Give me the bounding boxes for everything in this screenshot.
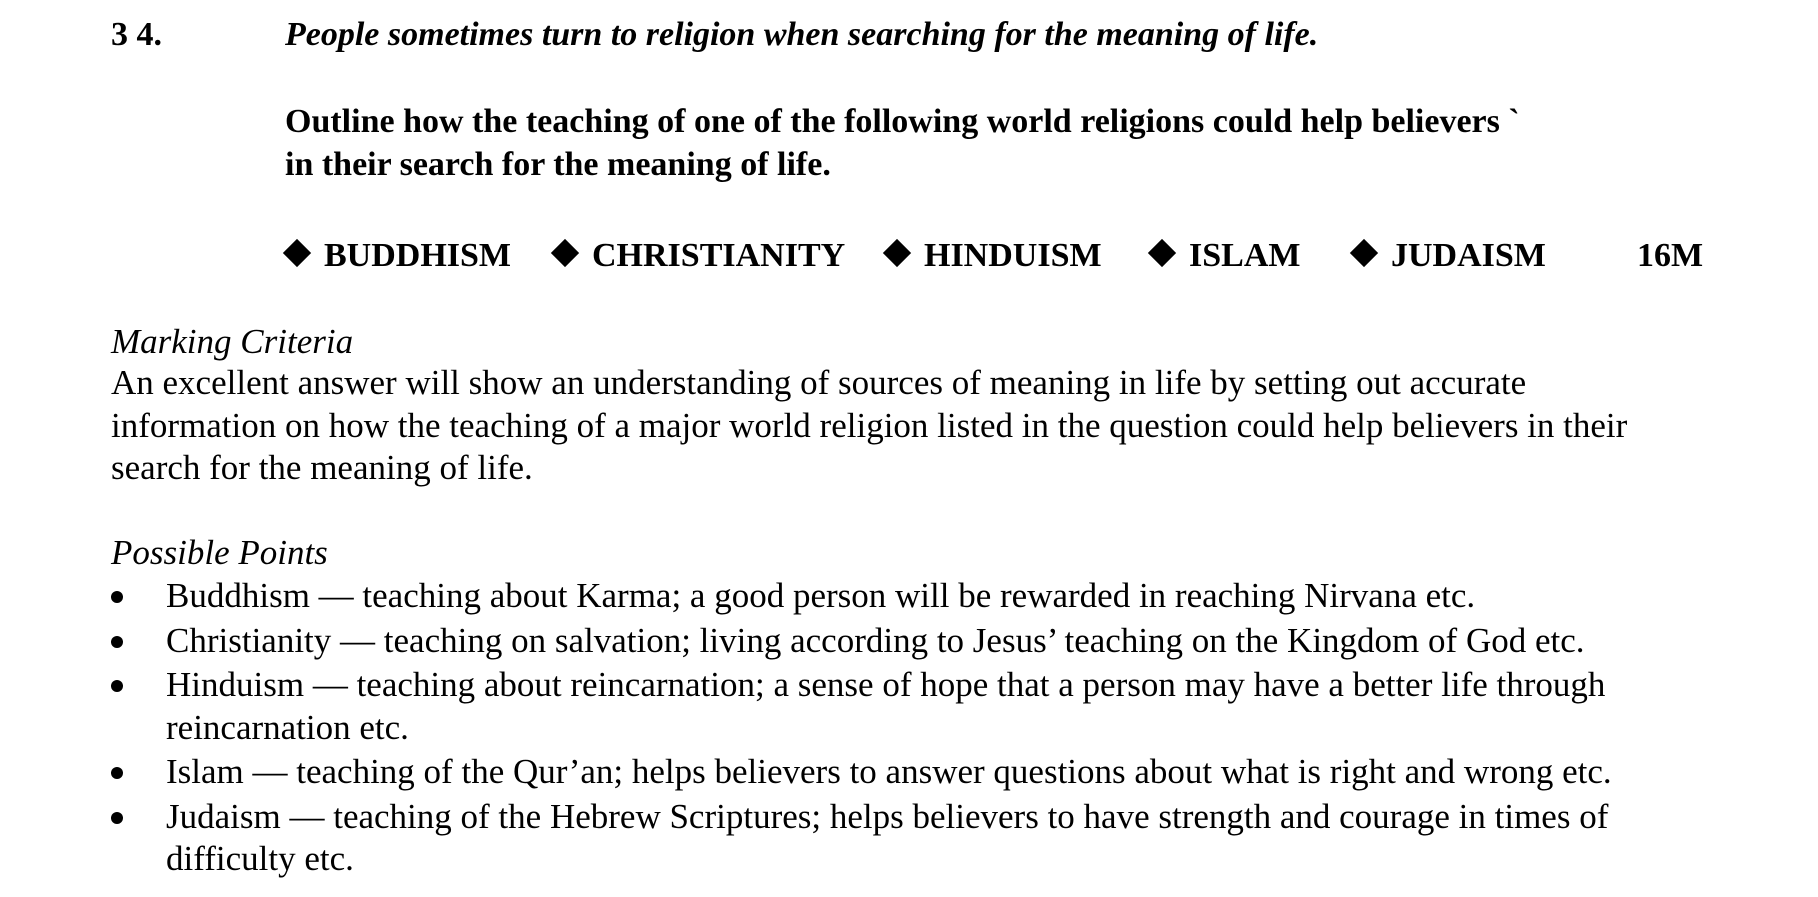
marks-allocation: 16M bbox=[1637, 237, 1704, 274]
point-line: Islam — teaching of the Qur’an; helps believers to answer questions about what is right and wrong etc. bbox=[166, 752, 1612, 791]
instruction-line: in their search for the meaning of life. bbox=[285, 146, 831, 183]
religion-option-christianity bbox=[555, 233, 845, 279]
point-line: Christianity — teaching on salvation; living according to Jesus’ teaching on the Kingdom of God etc. bbox=[166, 620, 1585, 660]
criteria-line: information on how the teaching of a major world religion listed in the question could help believers in their bbox=[111, 405, 1628, 445]
list-item bbox=[111, 620, 1811, 663]
list-item bbox=[111, 664, 1811, 749]
question-instruction bbox=[285, 100, 1665, 186]
criteria-line: An excellent answer will show an understanding of sources of meaning in life by setting out accurate bbox=[111, 363, 1527, 402]
list-item bbox=[111, 796, 1811, 881]
diamond-bullet-icon bbox=[1350, 239, 1378, 267]
possible-points-list bbox=[111, 575, 1811, 883]
list-item bbox=[111, 575, 1811, 618]
bullet-icon bbox=[111, 591, 123, 603]
criteria-line: search for the meaning of life. bbox=[111, 448, 533, 487]
bullet-icon bbox=[111, 636, 123, 648]
religion-option-judaism bbox=[1354, 233, 1546, 279]
bullet-icon bbox=[111, 767, 123, 779]
religion-label: HINDUISM bbox=[924, 237, 1102, 274]
bullet-icon bbox=[111, 680, 123, 692]
list-item bbox=[111, 751, 1811, 794]
religion-label: BUDDHISM bbox=[324, 237, 512, 274]
religion-option-hinduism bbox=[887, 233, 1102, 279]
diamond-bullet-icon bbox=[551, 239, 579, 267]
instruction-line: Outline how the teaching of one of the following world religions could help believers ` bbox=[285, 103, 1520, 140]
point-line: Judaism — teaching of the Hebrew Scriptures; helps believers to have strength and courage in times of bbox=[166, 796, 1609, 836]
religion-label: JUDAISM bbox=[1391, 237, 1546, 274]
bullet-icon bbox=[111, 812, 123, 824]
point-line: reincarnation etc. bbox=[166, 707, 409, 747]
religion-option-buddhism bbox=[287, 233, 511, 279]
question-number: 3 4. bbox=[111, 16, 162, 53]
religion-option-islam bbox=[1152, 233, 1300, 279]
diamond-bullet-icon bbox=[283, 239, 311, 267]
point-line: difficulty etc. bbox=[166, 839, 354, 878]
marking-criteria-text bbox=[111, 362, 1811, 490]
point-line: Buddhism — teaching about Karma; a good person will be rewarded in reaching Nirvana etc. bbox=[166, 576, 1476, 615]
marking-criteria-heading: Marking Criteria bbox=[111, 322, 354, 361]
question-statement: People sometimes turn to religion when searching for the meaning of life. bbox=[285, 16, 1319, 53]
point-line: Hinduism — teaching about reincarnation; a sense of hope that a person may have a better life through bbox=[166, 665, 1606, 704]
diamond-bullet-icon bbox=[1148, 239, 1176, 267]
religion-label: CHRISTIANITY bbox=[592, 237, 846, 274]
diamond-bullet-icon bbox=[883, 239, 911, 267]
religion-options bbox=[285, 233, 1715, 279]
religion-label: ISLAM bbox=[1189, 237, 1301, 274]
possible-points-heading: Possible Points bbox=[111, 533, 328, 572]
